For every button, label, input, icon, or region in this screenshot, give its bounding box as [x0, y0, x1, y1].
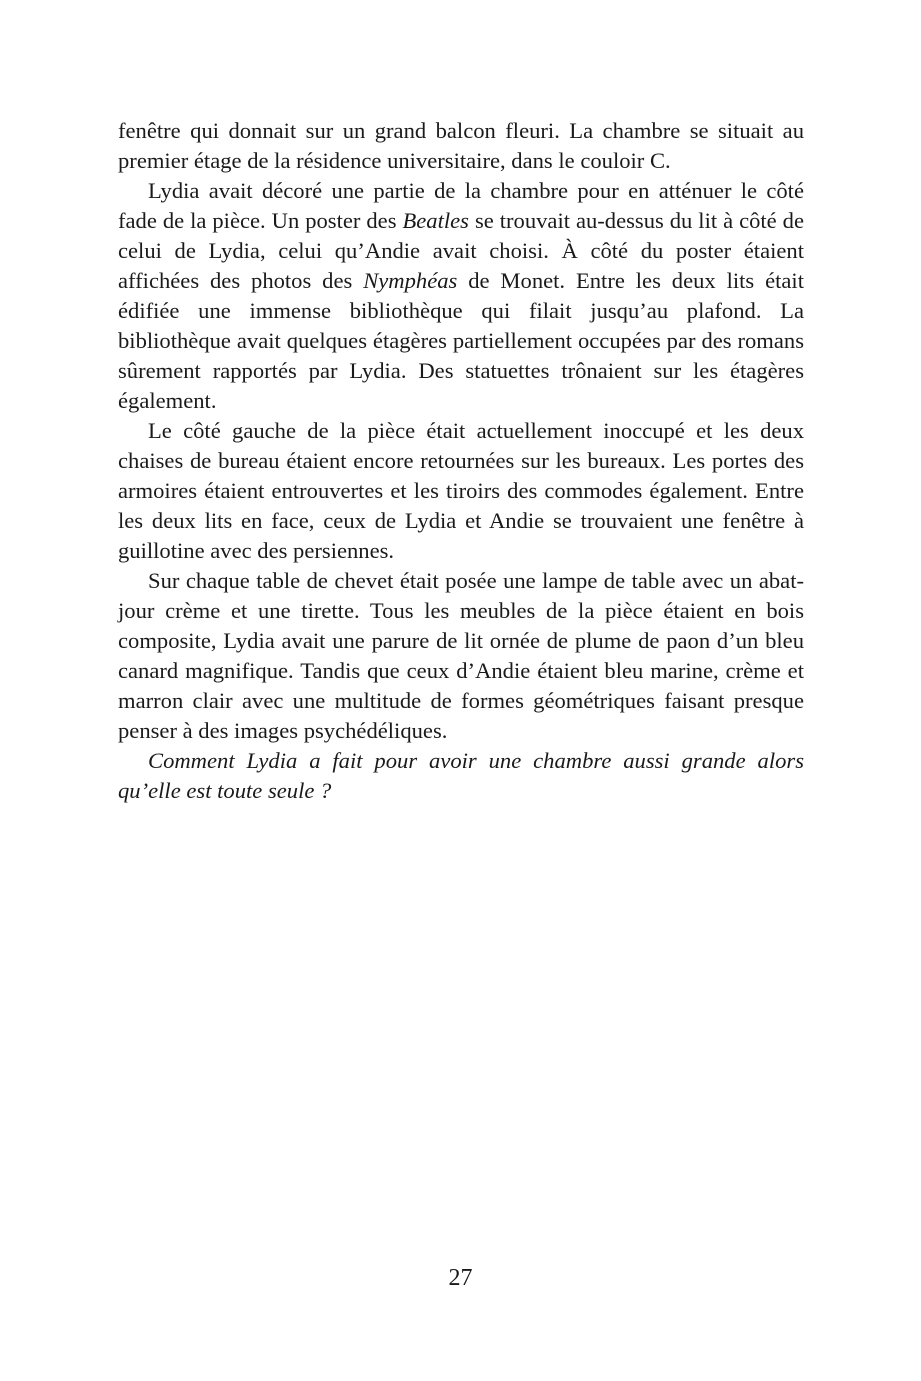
beatles-title: Beatles: [402, 208, 469, 233]
paragraph-1-text: fenêtre qui donnait sur un grand balcon fleuri. La chambre se situait au premier étage de la résidence universitaire, dans le couloir C.: [118, 118, 804, 173]
page-number: 27: [448, 1265, 473, 1291]
nympheas-title: Nymphéas: [363, 268, 458, 293]
paragraph-1: [118, 116, 804, 176]
paragraph-2-text-b: se trouvait au-dessus du lit à côté de celui de Lydia, celui qu’Andie avait choisi. À côté du poster étaient affichées des photos des: [118, 208, 804, 293]
paragraph-5-text: Comment Lydia a fait pour avoir une chambre aussi grande alors qu’elle est toute seule ?: [118, 748, 804, 803]
paragraph-3-text: Le côté gauche de la pièce était actuellement inoccupé et les deux chaises de bureau étaient encore retournées sur les bureaux. Les portes des armoires étaient entrouvertes et les tiroirs des commodes également. Entre les deux lits en face, ceux de Lydia et Andie se trouvaient une fenêtre à guillotine avec des persiennes.: [118, 418, 804, 563]
paragraph-2: [118, 176, 804, 416]
paragraph-2-text-a: Lydia avait décoré une partie de la chambre pour en atténuer le côté fade de la pièce. Un poster des: [118, 178, 804, 233]
paragraph-4-text: Sur chaque table de chevet était posée une lampe de table avec un abat-jour crème et une tirette. Tous les meubles de la pièce étaient en bois composite, Lydia avait une parure de lit ornée de plume de paon d’un bleu canard magnifique. Tandis que ceux d’Andie étaient bleu marine, crème et marron clair avec une multitude de formes géométriques faisant presque penser à des images psychédéliques.: [118, 568, 804, 743]
paragraph-4: [118, 566, 804, 746]
paragraph-5-thought: [118, 746, 804, 806]
paragraph-3: [118, 416, 804, 566]
body-text: [118, 116, 804, 806]
paragraph-2-text-c: de Monet. Entre les deux lits était édifiée une immense bibliothèque qui filait jusqu’au plafond. La bibliothèque avait quelques étagères partiellement occupées par des romans sûrement rapportés par Lydia. Des statuettes trônaient sur les étagères également.: [118, 268, 804, 413]
